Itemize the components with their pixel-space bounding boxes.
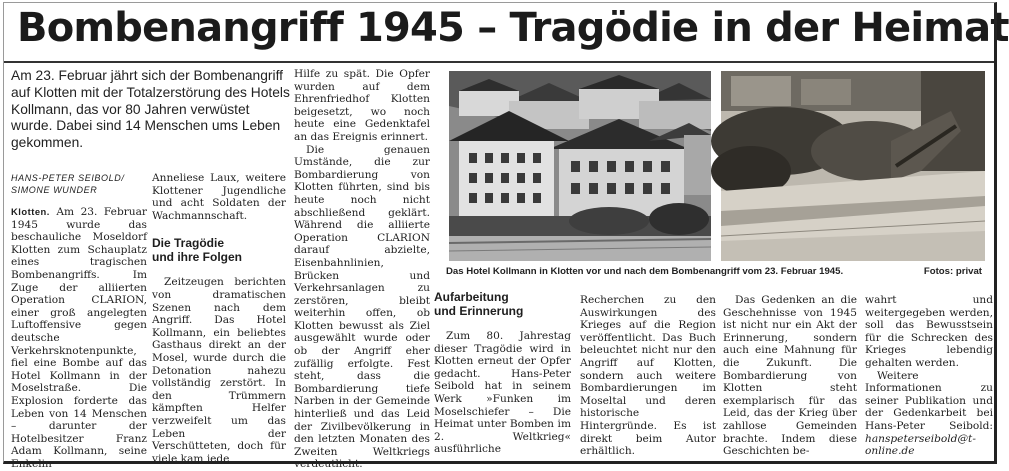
paragraph-5: Das Gedenken an die Geschehnisse von 1945 ist nicht nur ein Akt der Erinnerung, sondern auch eine Mahnung für die Zukunft. Die Bombardierung von Klotten steht exemplarisch für das Leid, das der Krieg über zahllose Gemeinden brachte. Indem diese Geschichten be- bbox=[723, 294, 857, 458]
author-2: SIMONE WUNDER bbox=[11, 185, 98, 195]
paragraph-4-continued: Recherchen zu den Auswirkungen des Krieges auf die Region veröffentlicht. Das Buch beleuchtet nicht nur den Angriff auf Klotten, sondern auch weitere Bombardierungen im Moseltal und deren historische Hintergründe. Es ist direkt beim Autor erhältlich. bbox=[580, 294, 716, 458]
column-2 bbox=[152, 172, 286, 465]
column-4 bbox=[434, 282, 571, 456]
article-lead: Am 23. Februar jährt sich der Bombenangriff auf Klotten mit der Totalzerstörung des Hotels Kollmann, das vor 80 Jahren verwüstet wurde. Dabei sind 14 Menschen ums Leben gekommen. bbox=[11, 68, 290, 151]
subheading-tragedy-line-2: und ihre Folgen bbox=[152, 250, 242, 265]
column-7 bbox=[865, 294, 993, 458]
article-headline: Bombenangriff 1945 – Tragödie in der Heimat bbox=[17, 5, 1009, 51]
column-5 bbox=[580, 294, 716, 458]
column-lead bbox=[11, 68, 292, 162]
dateline: Klotten. bbox=[11, 206, 50, 217]
photo-credit: Fotos: privat bbox=[923, 266, 982, 277]
paragraph-2: Zeitzeugen berichten von dramatischen Szenen nach dem Angriff. Das Hotel Kollmann, ein beliebtes Gasthaus direkt an der Mosel, wurde durch die Detonation nahezu vollständig zerstört. In den Trümmern kämpften Helfer verzweifelt um das Leben der Verschütteten, doch für viele kam jede bbox=[152, 276, 286, 465]
paragraph-2-continued: Hilfe zu spät. Die Opfer wurden auf dem Ehrenfriedhof Klotten beigesetzt, wo noch heute eine Gedenktafel an das Ereignis erinnert. bbox=[294, 68, 430, 143]
newspaper-article bbox=[3, 2, 1009, 471]
photo-caption-text: Das Hotel Kollmann in Klotten vor und nach dem Bombenangriff vom 23. Februar 1945. bbox=[446, 266, 844, 277]
author-1: HANS-PETER SEIBOLD/ bbox=[11, 173, 125, 183]
photo-caption bbox=[446, 266, 986, 278]
paragraph-1-text: Am 23. Februar 1945 wurde das beschauliche Moseldorf Klotten zum Schauplatz eines tragischen Bombenangriffs. Im Zuge der alliierten Operation CLARION, einer groß angelegten Luftoffensive gegen deutsche Verkehrsknotenpunkte, fiel eine Bombe auf das Hotel Kollmann in der Moselstraße. Die Explosion forderte das Leben von 14 Menschen – darunter der Hotelbesitzer Franz Adam Kollmann, seine Enkelin bbox=[11, 206, 147, 470]
paragraph-5-continued: wahrt und weitergegeben werden, soll das Bewusstsein für die Schrecken des Krieges lebendig gehalten werden. bbox=[865, 294, 993, 369]
paragraph-1-continued: Anneliese Laux, weitere Klottener Jugendliche und acht Soldaten der Wachmannschaft. bbox=[152, 172, 286, 222]
author-email: hanspeterseibold@t-online.de bbox=[865, 432, 976, 458]
subheading-tragedy-line-1: Die Tragödie bbox=[152, 236, 225, 251]
subheading-remembrance bbox=[434, 290, 571, 318]
paragraph-6 bbox=[865, 370, 993, 458]
paragraph-6-text: Weitere Informationen zu seiner Publikation und der Gedenkarbeit bei Hans-Peter Seibold: bbox=[865, 369, 993, 432]
subheading-remembrance-line-1: Aufarbeitung bbox=[434, 290, 509, 304]
subheading-tragedy bbox=[152, 236, 286, 264]
column-6 bbox=[723, 294, 857, 458]
subheading-remembrance-line-2: und Erinnerung bbox=[434, 304, 524, 318]
headline-rule bbox=[3, 61, 997, 63]
photo-hotel-before bbox=[449, 71, 711, 261]
photo-hotel-after-image bbox=[721, 71, 985, 261]
column-1 bbox=[11, 172, 147, 470]
paragraph-3: Die genauen Umstände, die zur Bombardierung von Klotten führten, sind bis heute noch nicht abschließend geklärt. Während die alliierte Operation CLARION darauf abzielte, Eisenbahnlinien, Brücken und Verkehrsanlagen zu zerstören, bleibt weiterhin offen, ob Klotten bewusst als Ziel ausgewählt wurde oder ob der Angriff eher zufällig erfolgte. Fest steht, dass die Bombardierung tiefe Narben in der Gemeinde hinterließ und das Leid der Zivilbevölkerung in den letzten Monaten des Zweiten Weltkriegs verdeutlicht. bbox=[294, 143, 430, 471]
paragraph-1 bbox=[11, 206, 147, 470]
column-3 bbox=[294, 68, 430, 471]
paragraph-4: Zum 80. Jahrestag dieser Tragödie wird in Klotten erneut der Opfer gedacht. Hans-Peter Seibold hat in seinem Werk »Funken im Moselschiefer – Die Heimat unter Bomben im 2. Weltkrieg« ausführliche bbox=[434, 330, 571, 456]
byline bbox=[11, 172, 147, 196]
photo-hotel-before-image bbox=[449, 71, 711, 261]
photo-hotel-after bbox=[721, 71, 985, 261]
